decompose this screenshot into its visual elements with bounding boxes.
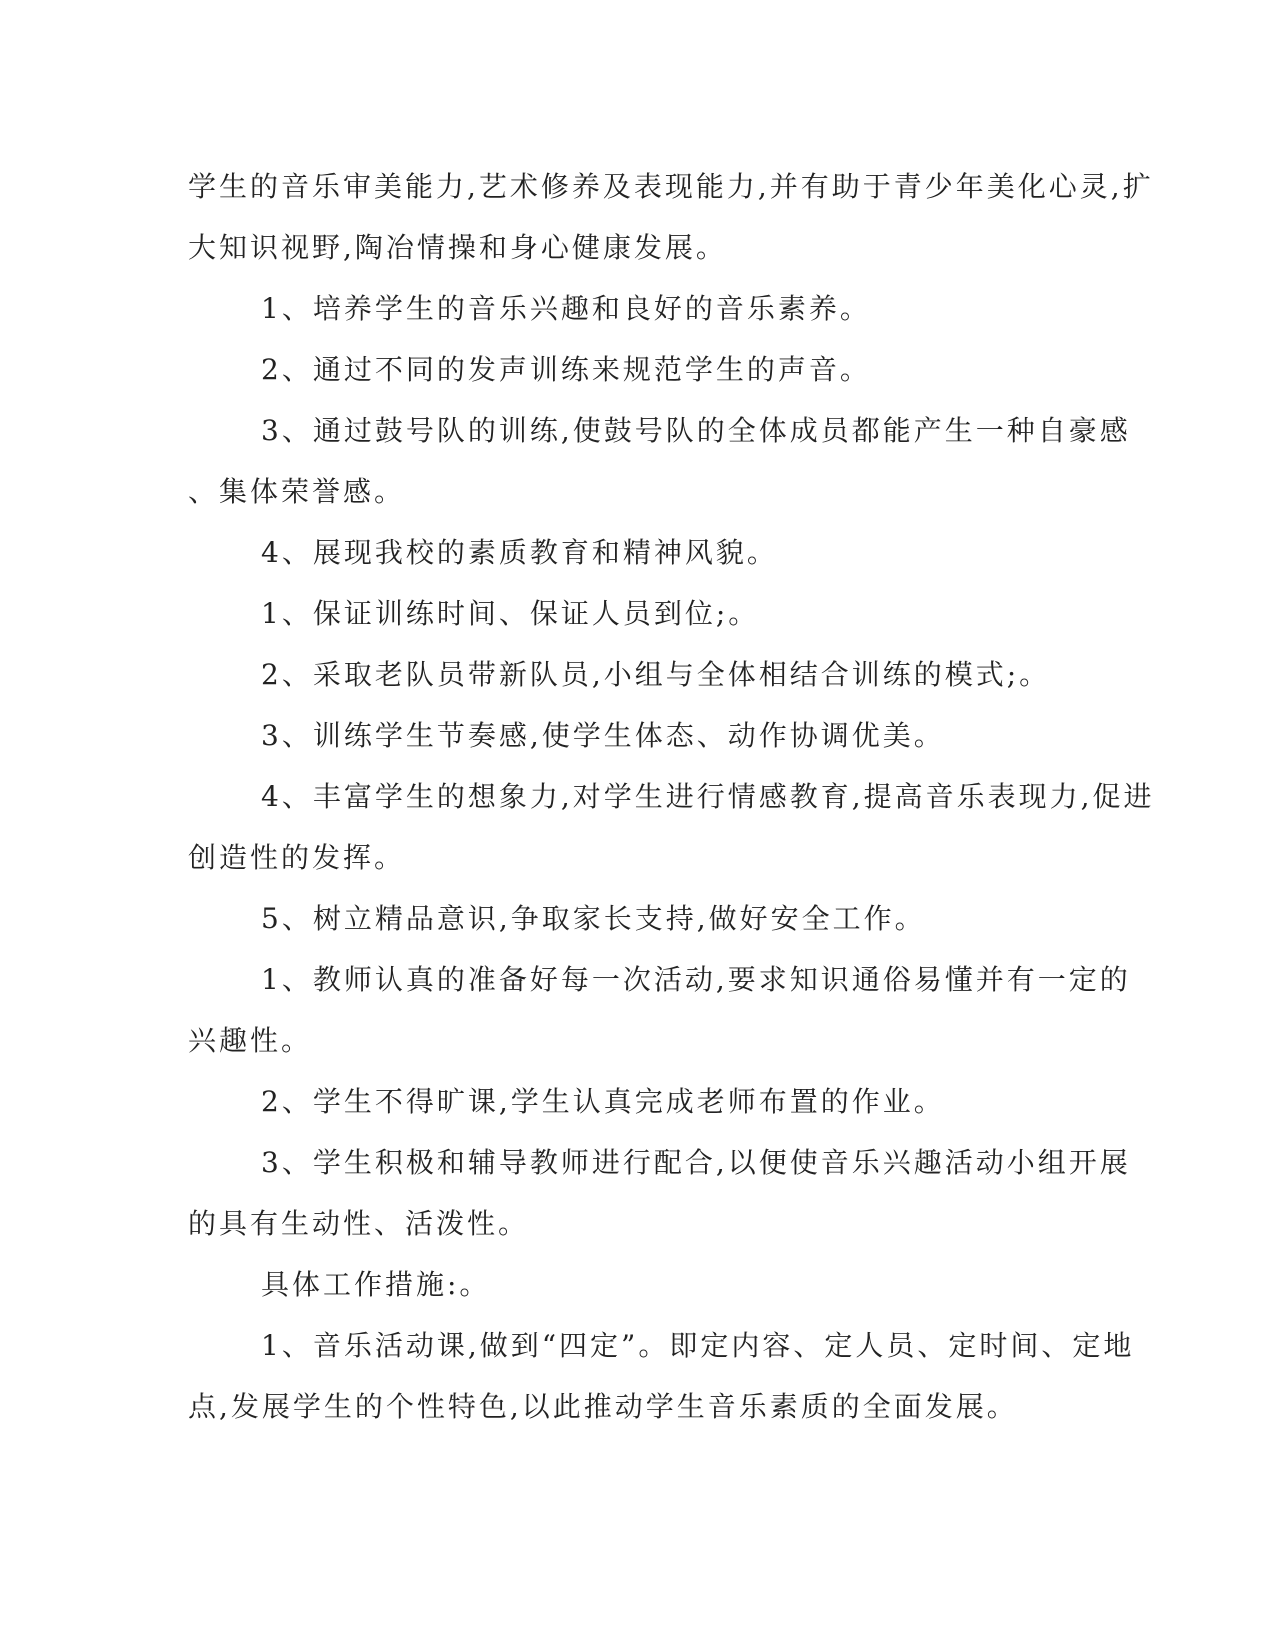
- paragraph-line: 学生的音乐审美能力,艺术修养及表现能力,并有助于青少年美化心灵,扩: [188, 170, 1154, 203]
- paragraph: [188, 1315, 1135, 1437]
- paragraph-line: 1、音乐活动课,做到“四定”。即定内容、定人员、定时间、定地: [261, 1329, 1135, 1362]
- paragraph: [188, 1132, 1131, 1254]
- paragraph-line: 4、展现我校的素质教育和精神风貌。: [261, 536, 778, 569]
- paragraph: [188, 400, 1131, 522]
- paragraph-line: 1、教师认真的准备好每一次活动,要求知识通俗易懂并有一定的: [261, 963, 1131, 996]
- paragraph: [188, 949, 1131, 1071]
- paragraph-line: 2、学生不得旷课,学生认真完成老师布置的作业。: [261, 1085, 945, 1118]
- paragraph-line: 4、丰富学生的想象力,对学生进行情感教育,提高音乐表现力,促进: [261, 780, 1155, 813]
- paragraph-line: 2、采取老队员带新队员,小组与全体相结合训练的模式;。: [261, 658, 1051, 691]
- paragraph-line: 创造性的发挥。: [188, 841, 406, 874]
- paragraph-line: 的具有生动性、活泼性。: [188, 1207, 530, 1240]
- paragraph: [188, 583, 1078, 644]
- paragraph: [188, 705, 1078, 766]
- paragraph: [188, 766, 1155, 888]
- paragraph: [188, 522, 1078, 583]
- document-body: [188, 156, 1155, 1437]
- paragraph: [188, 156, 1154, 278]
- paragraph-line: 、集体荣誉感。: [188, 475, 406, 508]
- paragraph-line: 5、树立精品意识,争取家长支持,做好安全工作。: [261, 902, 926, 935]
- paragraph-line: 1、保证训练时间、保证人员到位;。: [261, 597, 760, 630]
- paragraph-line: 3、学生积极和辅导教师进行配合,以便使音乐兴趣活动小组开展: [261, 1146, 1131, 1179]
- paragraph-line: 具体工作措施:。: [261, 1268, 491, 1301]
- paragraph-line: 2、通过不同的发声训练来规范学生的声音。: [261, 353, 871, 386]
- paragraph-line: 点,发展学生的个性特色,以此推动学生音乐素质的全面发展。: [188, 1390, 1018, 1423]
- paragraph: [188, 644, 1078, 705]
- paragraph-line: 1、培养学生的音乐兴趣和良好的音乐素养。: [261, 292, 871, 325]
- paragraph: [188, 1254, 1078, 1315]
- paragraph: [188, 339, 1078, 400]
- paragraph: [188, 278, 1078, 339]
- paragraph-line: 3、通过鼓号队的训练,使鼓号队的全体成员都能产生一种自豪感: [261, 414, 1131, 447]
- paragraph: [188, 888, 1078, 949]
- paragraph: [188, 1071, 1078, 1132]
- paragraph-line: 大知识视野,陶冶情操和身心健康发展。: [188, 231, 727, 264]
- paragraph-line: 3、训练学生节奏感,使学生体态、动作协调优美。: [261, 719, 945, 752]
- paragraph-line: 兴趣性。: [188, 1024, 313, 1057]
